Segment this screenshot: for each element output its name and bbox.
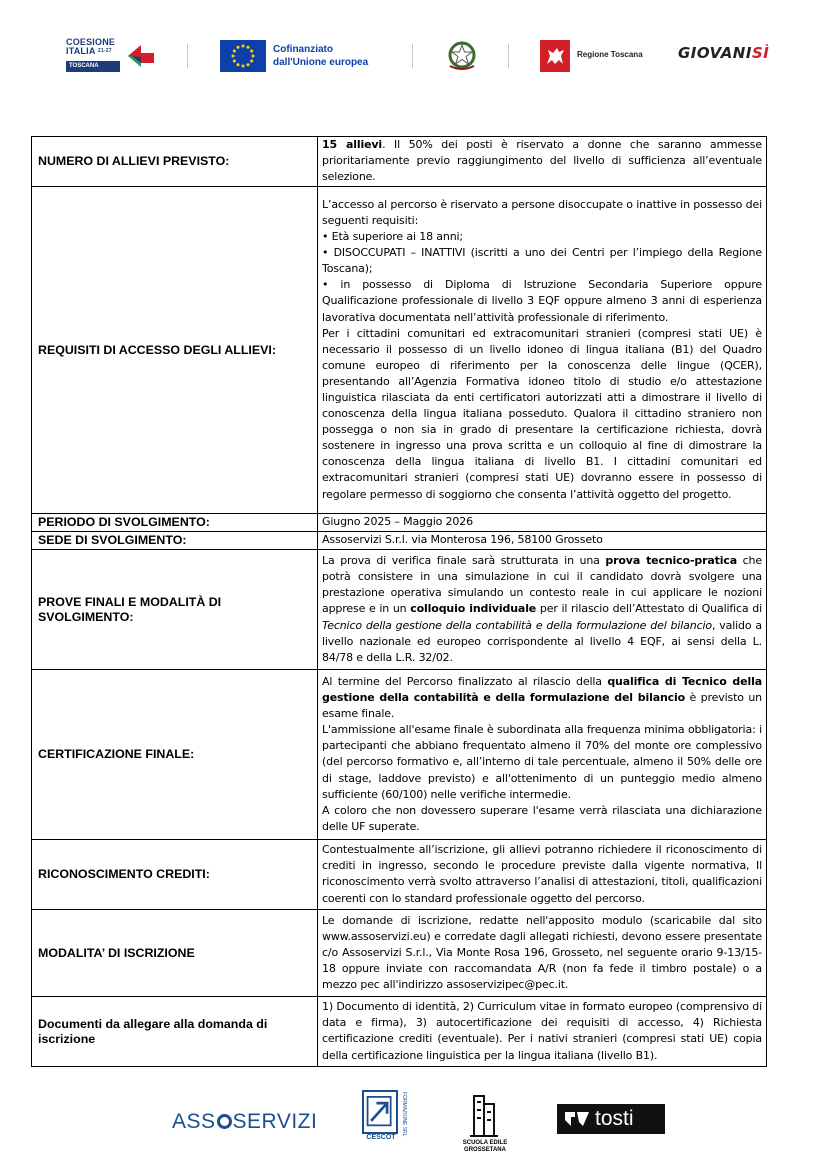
certificazione-text: è previsto un esame finale. — [322, 691, 762, 721]
row-content — [318, 670, 767, 840]
assoservizi-text-a: ASS — [172, 1110, 216, 1133]
row-content — [318, 137, 767, 187]
cescot-logo — [362, 1090, 408, 1146]
course-info-table — [31, 136, 767, 1067]
row-content — [318, 550, 767, 670]
regione-toscana-pegasus-icon — [540, 40, 570, 72]
eu-line2: dall'Unione europea — [273, 57, 369, 68]
table-row-sede — [32, 532, 767, 550]
scuola-edile-logo — [460, 1090, 506, 1154]
allievi-count: 15 allievi — [322, 138, 383, 151]
table-row-requisiti — [32, 187, 767, 514]
assoservizi-o-icon — [217, 1114, 232, 1129]
scuola-edile-text — [458, 1140, 512, 1154]
assoservizi-logo — [172, 1110, 317, 1134]
requisiti-item: • DISOCCUPATI – INATTIVI (iscritti a uno dei Centri per l’impiego della Regione Toscana); — [322, 246, 762, 276]
coesione-line1: COESIONE — [66, 37, 116, 47]
row-content — [318, 187, 767, 514]
building-icon — [460, 1090, 506, 1140]
prove-text: La prova di verifica finale sarà strutturata in una — [322, 554, 606, 568]
requisiti-intro: L’accesso al percorso è riservato a persone disoccupate o inattive in possesso dei seguenti requisiti: — [322, 197, 762, 227]
row-content: Le domande di iscrizione, redatte nell'apposito modulo (scaricabile dal sito www.assoservizi.eu) e corredate dagli allegati richiesti, devono essere presentate c/o Assoservizi S.r.l., Via Monte Rosa 196, Grosseto, nel seguente orario 9-13/15-18 oppure inviate con raccomandata A/R (non fa fede il timbro postale) o a mezzo pec all'indirizzo assoservizipec@pec.it. — [318, 910, 767, 997]
giovani-text: GIOVANI — [678, 44, 752, 62]
row-label: PERIODO DI SVOLGIMENTO: — [32, 514, 318, 532]
eu-cofinanziato-logo — [220, 40, 390, 72]
eu-line1: Cofinanziato — [273, 44, 333, 55]
table-row-allievi — [32, 137, 767, 187]
prove-qualification-title: Tecnico della gestione della contabilità e della formulazione del bilancio — [322, 618, 712, 632]
certificazione-text: Al termine del Percorso finalizzato al rilascio della — [322, 675, 608, 688]
table-row-crediti — [32, 840, 767, 910]
header-divider — [508, 44, 509, 68]
row-content: Assoservizi S.r.l. via Monterosa 196, 58100 Grosseto — [318, 532, 767, 550]
row-label: NUMERO DI ALLIEVI PREVISTO: — [32, 137, 318, 187]
requisiti-item: • Età superiore ai 18 anni; — [322, 230, 463, 244]
row-content: 1) Documento di identità, 2) Curriculum vitae in formato europeo (comprensivo di data e firma), 3) autocertificazione dei requisiti di accesso, 4) Richiesta certificazione crediti (eventuale). Per i nativi stranieri (compresi stati UE) copia della certificazione linguistica per la lingua italiana (livello B1). — [318, 997, 767, 1067]
table-row-iscrizione — [32, 910, 767, 997]
tosti-logo — [557, 1104, 665, 1134]
row-label: RICONOSCIMENTO CREDITI: — [32, 840, 318, 910]
tosti-mark-icon — [565, 1112, 589, 1126]
regione-toscana-text: Regione Toscana — [577, 50, 643, 59]
coesione-band: TOSCANA — [66, 61, 120, 72]
row-label: Documenti da allegare alla domanda di iscrizione — [32, 997, 318, 1067]
row-content: Giugno 2025 – Maggio 2026 — [318, 514, 767, 532]
giovani-si-accent: SÌ — [751, 44, 770, 62]
cescot-mark-icon — [362, 1090, 398, 1134]
giovani-si-logo — [678, 44, 769, 62]
assoservizi-text-b: SERVIZI — [232, 1110, 318, 1133]
row-label: MODALITA’ DI ISCRIZIONE — [32, 910, 318, 997]
tosti-text: tosti — [595, 1107, 634, 1130]
prove-text: per il rilascio dell’Attestato di Qualifica di — [536, 602, 763, 616]
row-label: SEDE DI SVOLGIMENTO: — [32, 532, 318, 550]
page-header-logos — [0, 0, 826, 100]
regione-toscana-logo — [540, 40, 650, 72]
cescot-name: CESCOT — [366, 1134, 396, 1141]
row-content: Contestualmente all’iscrizione, gli allievi potranno richiedere il riconoscimento di crediti in ingresso, secondo le procedure previste dalla vigente normativa, Il riconoscimento verrà svolto attraverso l’analisi di attestazioni, titoli, qualificazioni coerenti con lo standard professionale oggetto del percorso. — [318, 840, 767, 910]
table-row-documenti — [32, 997, 767, 1067]
certificazione-ammissione: L'ammissione all'esame finale è subordinata alla frequenza minima obbligatoria: i partecipanti che abbiano frequentato almeno il 70% del monte ore complessivo (del percorso formativo e, all’interno di tale percentuale, almeno il 50% delle ore di stage, laddove previsto) e all'ottenimento di un punteggio medio almeno sufficiente (60/100) nelle verifiche intermedie. — [322, 723, 762, 801]
table-row-prove — [32, 550, 767, 670]
header-divider — [187, 44, 188, 68]
requisiti-language-note: Per i cittadini comunitari ed extracomunitari stranieri (compresi stati UE) è necessario il possesso di un livello idoneo di lingua italiana (B1) del Quadro comune europeo di riferimento per la conoscenza delle lingue (QCER), presentando all’Agenzia Formativa idoneo titolo di studio e/o attestazione linguistica rilasciata da enti certificatori autorizzati atti a dimostrare il livello di conoscenza della lingua italiana posseduto. Qualora il cittadino straniero non possegga o non sia in grado di presentare la certificazione richiesta, dovrà sostenere in ingresso una prova scritta e un colloquio al fine di dimostrare la conoscenza della lingua italiana di livello B1. I cittadini comunitari ed extracomunitari stranieri (compresi stati UE) dovranno essere in possesso di regolare permesso di soggiorno che consenta l’attività oggetto del progetto. — [322, 326, 762, 501]
header-divider — [412, 44, 413, 68]
eu-flag-icon — [220, 40, 266, 72]
prove-bold: prova tecnico-pratica — [605, 554, 738, 568]
page-footer-logos — [0, 1080, 826, 1169]
table-row-certificazione — [32, 670, 767, 840]
prove-text: che potrà consistere in una simulazione in cui il candidato dovrà svolgere una prestazione operativa simulando un contesto reale in cui applicare le nozioni apprese e in un — [322, 554, 762, 616]
italian-republic-emblem — [446, 38, 478, 72]
coesione-mark-icon — [126, 41, 156, 71]
certificazione-uf: A coloro che non dovessero superare l'esame verrà rilasciata una dichiarazione delle UF superate. — [322, 803, 762, 833]
coesione-years: 21-27 — [97, 48, 112, 54]
scuola-line2: GROSSETANA — [464, 1147, 506, 1153]
coesione-logo-text — [66, 38, 115, 56]
row-label: CERTIFICAZIONE FINALE: — [32, 670, 318, 840]
allievi-text: . Il 50% dei posti è riservato a donne che saranno ammesse prioritariamente previo raggiungimento del livello di sufficienza all’eventuale selezione. — [322, 138, 762, 184]
prove-text: , valido a livello nazionale ed europeo corrispondente al livello 4 EQF, ai sensi della L. 84/78 e della L.R. 32/02. — [322, 618, 762, 664]
row-label: REQUISITI DI ACCESSO DEGLI ALLIEVI: — [32, 187, 318, 514]
certificazione-bold: qualifica di Tecnico della gestione della contabilità e della formulazione del bilancio — [322, 675, 762, 705]
coesione-italia-logo — [66, 38, 158, 74]
cescot-side-text: FORMAZIONE SRL — [401, 1092, 407, 1137]
row-label: PROVE FINALI E MODALITÀ DI SVOLGIMENTO: — [32, 550, 318, 670]
eu-logo-text — [273, 43, 368, 69]
table-row-periodo — [32, 514, 767, 532]
scuola-line1: SCUOLA EDILE — [462, 1140, 508, 1146]
coesione-line2: ITALIA — [66, 46, 96, 56]
prove-bold: colloquio individuale — [410, 602, 537, 616]
requisiti-item: • in possesso di Diploma di Istruzione Secondaria Superiore oppure Qualificazione professionale di livello 3 EQF oppure almeno 3 anni di esperienza lavorativa documentata nell’attività professionale di riferimento. — [322, 278, 762, 324]
